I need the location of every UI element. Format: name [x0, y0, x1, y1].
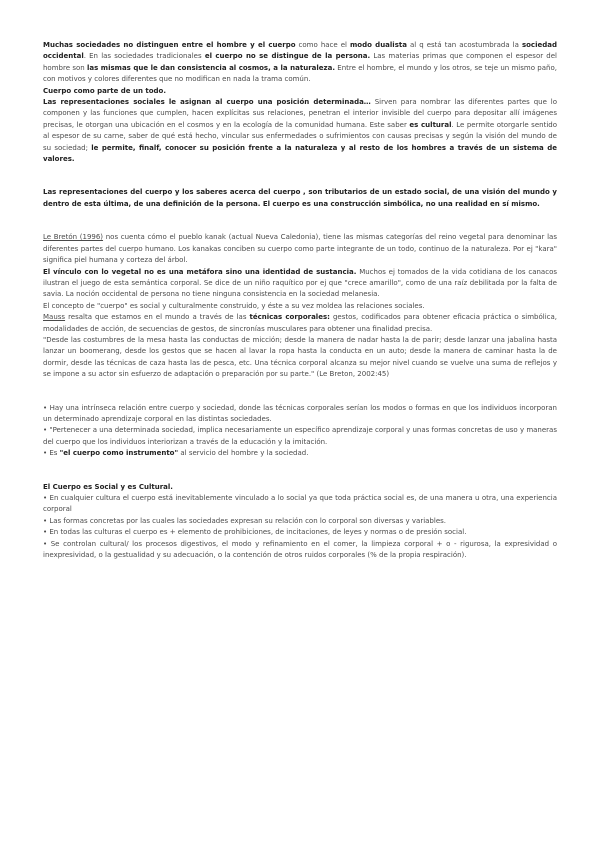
paragraph-intro	[43, 40, 557, 86]
bullet-item: • Las formas concretas por las cuales las sociedades expresan su relación con lo corporal son diversas y variables.	[43, 516, 446, 525]
text: • Es	[43, 449, 60, 458]
text: resalta que estamos en el mundo a través de las	[65, 313, 250, 322]
section-heading: El Cuerpo es Social y es Cultural.	[43, 482, 173, 491]
subheading-cuerpo-todo: Cuerpo como parte de un todo.	[43, 86, 167, 95]
bold-text: "el cuerpo como instrumento"	[59, 449, 179, 458]
paragraph-concepto-cuerpo: El concepto de "cuerpo" es social y culturalmente construido, y éste a su vez moldea las relaciones sociales.	[43, 301, 425, 310]
bullet-item: • En cualquier cultura el cuerpo está inevitablemente vinculado a lo social ya que toda práctica social es, de una manera u otra, una experiencia corporal	[43, 494, 557, 514]
text: al q está tan acostumbrada la	[406, 41, 522, 49]
bold-text: le permite, finalf, conocer su posición frente a la naturaleza y al resto de los hombres a través de un sistema de valores.	[43, 143, 557, 164]
bold-text: Las representaciones sociales le asignan al cuerpo una posición determinada…	[43, 98, 371, 107]
text: gestos, codificados para obtener eficacia práctica o simbólica, modalidades de acción, de secuencias de gestos, de sincronías musculares para obtener una finalidad precisa.	[43, 313, 558, 333]
paragraph-quote: "Desde las costumbres de la mesa hasta las conductas de micción; desde la manera de nadar hasta la de parir; desde lanzar una jabalina hasta lanzar un boomerang, desde los gestos que se hacen al lavar la ropa hasta la conducta en un auto; desde la manera de caminar hasta la de dormir, desde las técnicas de caza hasta las de pesca, etc. Una técnica corporal alcanza su mejor nivel cuando se vuelve una suma de reflejos y se impone a su actor sin esfuerzo de adaptación o preparación por su parte." (Le Breton, 2002:45)	[43, 335, 557, 379]
bold-text: modo dualista	[350, 41, 407, 49]
paragraph-vinculo-vegetal	[43, 267, 557, 301]
text: al servicio del hombre y la sociedad.	[178, 449, 309, 458]
text: Sirven para nombrar las diferentes partes que lo componen y las funciones que cumplen, hacen explícitas sus relaciones, penetran el interior invisible del cuerpo para depositar allí imágenes precisas, le otorgan una ubicación en el cosmos y en la ecología de la comunidad humana. Este saber	[43, 98, 558, 129]
paragraph-representaciones	[43, 97, 557, 165]
bullet-item: • "Pertenecer a una determinada sociedad, implica necesariamente un específico aprendizaje corporal y unas formas concretas de uso y maneras del cuerpo que los individuos interiorizan a través de la educación y la imitación.	[43, 426, 557, 446]
bullet-item: • Hay una intrínseca relación entre cuerpo y sociedad, donde las técnicas corporales serían los modos o formas en que los individuos incorporan un determinado aprendizaje corporal en las distintas sociedades.	[43, 403, 557, 423]
paragraph-construccion-simbolica: Las representaciones del cuerpo y los saberes acerca del cuerpo , son tributarios de un estado social, de una visión del mundo y dentro de esta última, de una definición de la persona. El cuerpo es una construcción simbólica, no una realidad en sí mismo.	[43, 188, 557, 208]
bold-text: El vínculo con lo vegetal no es una metáfora sino una identidad de sustancia.	[43, 267, 357, 276]
spacer	[43, 165, 557, 187]
author-reference: Le Bretón (1996)	[43, 233, 104, 242]
text: . Le permite otorgarle sentido al espesor de su carne, saber de qué está hecho, vincular sus enfermedades o sufrimientos con causas precisas y según la visión del mundo de su sociedad;	[43, 120, 557, 152]
text: Las materias primas que componen el espesor del hombre son	[43, 52, 558, 72]
bold-text: técnicas corporales:	[249, 313, 330, 322]
bullet-item: • Se controlan cultural/ los procesos digestivos, el modo y refinamiento en el comer, la limpieza corporal + o - rigurosa, la expresividad o inexpresividad, o la gestualidad y su adecuación, o la contención de otros ruidos corporales (% de la propia respiración).	[43, 539, 557, 560]
bold-text: las mismas que le dan consistencia al cosmos, a la naturaleza.	[87, 63, 335, 72]
text: . En las sociedades tradicionales	[83, 52, 205, 61]
text: Muchos ej tomados de la vida cotidiana de los canacos ilustran el juego de esta semántica corporal. Se dice de un niño raquítico por ej que "crece amarillo", como de una raíz debilitada por la falta de savia. La noción occidental de persona no tiene ninguna consistencia en la sociedad melanesia.	[43, 267, 558, 299]
bold-text: Muchas sociedades no distinguen entre el hombre y el cuerpo	[43, 41, 296, 49]
paragraph-mauss	[43, 312, 557, 335]
author-reference: Mauss	[43, 313, 66, 322]
bold-text: el cuerpo no se distingue de la persona.	[204, 52, 371, 61]
text: como hace el	[295, 41, 351, 49]
bullet-item	[43, 448, 557, 459]
spacer	[43, 210, 557, 232]
bold-text: sociedad occidental	[43, 41, 557, 61]
text: Entre el hombre, el mundo y los otros, se teje un mismo paño, con motivos y colores diferentes que no modifican en nada la trama común.	[43, 63, 557, 84]
paragraph-le-breton	[43, 232, 557, 266]
spacer	[43, 381, 557, 403]
text: nos cuenta cómo el pueblo kanak (actual Nueva Caledonia), tiene las mismas categorías del reino vegetal para denominar las diferentes partes del cuerpo humano. Los kanakas conciben su cuerpo como parte integrante de un todo, continuo de la naturaleza. Por ej "kara" significa piel humana y corteza del árbol.	[43, 233, 557, 265]
spacer	[43, 460, 557, 482]
bullet-item: • En todas las culturas el cuerpo es + elemento de prohibiciones, de incitaciones, de leyes y normas o de presión social.	[43, 528, 467, 537]
bold-text: es cultural	[409, 120, 452, 129]
